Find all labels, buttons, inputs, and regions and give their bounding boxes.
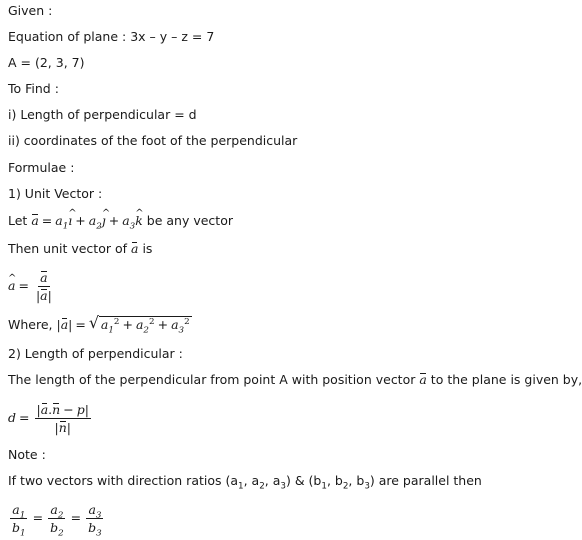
to-find-heading: To Find :	[8, 81, 59, 96]
distance-formula: d = $\frac{|a.n - p|}{|n|}$	[8, 402, 89, 435]
vector-a-symbol: a	[131, 241, 139, 256]
vector-definition: $a = a_1\^{}$ ı + $a_2\^{}$ ȷ + $a_3\^{}$ k	[31, 213, 146, 228]
let-suffix: be any vector	[146, 213, 233, 228]
perpendicular-description: The length of the perpendicular from point A with position vector a to the plane is given by,	[8, 372, 582, 387]
formulae-heading: Formulae :	[8, 160, 75, 175]
note-description: If two vectors with direction ratios ($a_1$, $a_2$, $a_3$) & ($b_1$, $b_2$, $b_3$) are parallel then	[8, 473, 482, 492]
given-heading: Given :	[8, 3, 53, 18]
perpendicular-heading: 2) Length of perpendicular :	[8, 346, 183, 361]
parallel-ratio-formula: $\frac{a_1}{b_1}$ = $\frac{a_2}{b_2}$ = $\frac{a_3}{b_3}$	[12, 502, 102, 539]
distance-fraction: $\frac{|a.n - p|}{|n|}$	[36, 402, 89, 435]
unit-vector-heading: 1) Unit Vector :	[8, 186, 103, 201]
point-a: A = (2, 3, 7)	[8, 55, 85, 70]
let-prefix: Let	[8, 213, 28, 228]
let-vector-line	[8, 213, 233, 232]
to-find-item-2: ii) coordinates of the foot of the perpendicular	[8, 133, 298, 148]
plane-equation: Equation of plane : 3x – y – z = 7	[8, 29, 215, 44]
unit-vector-formula: ^ a = $\frac{a}{|a|}$	[8, 270, 56, 303]
unit-vector-fraction: $\frac{a}{|a|}$	[35, 270, 52, 303]
magnitude-line: Where, |a| = √ $a_1^2 + a_2^2 + a_3^2$	[8, 313, 190, 336]
to-find-item-1: i) Length of perpendicular = d	[8, 107, 197, 122]
magnitude-formula: |a| = √ $a_1^2 + a_2^2 + a_3^2$	[56, 313, 190, 336]
then-unit-vector-line: Then unit vector of a is	[8, 241, 153, 256]
note-heading: Note :	[8, 447, 46, 462]
